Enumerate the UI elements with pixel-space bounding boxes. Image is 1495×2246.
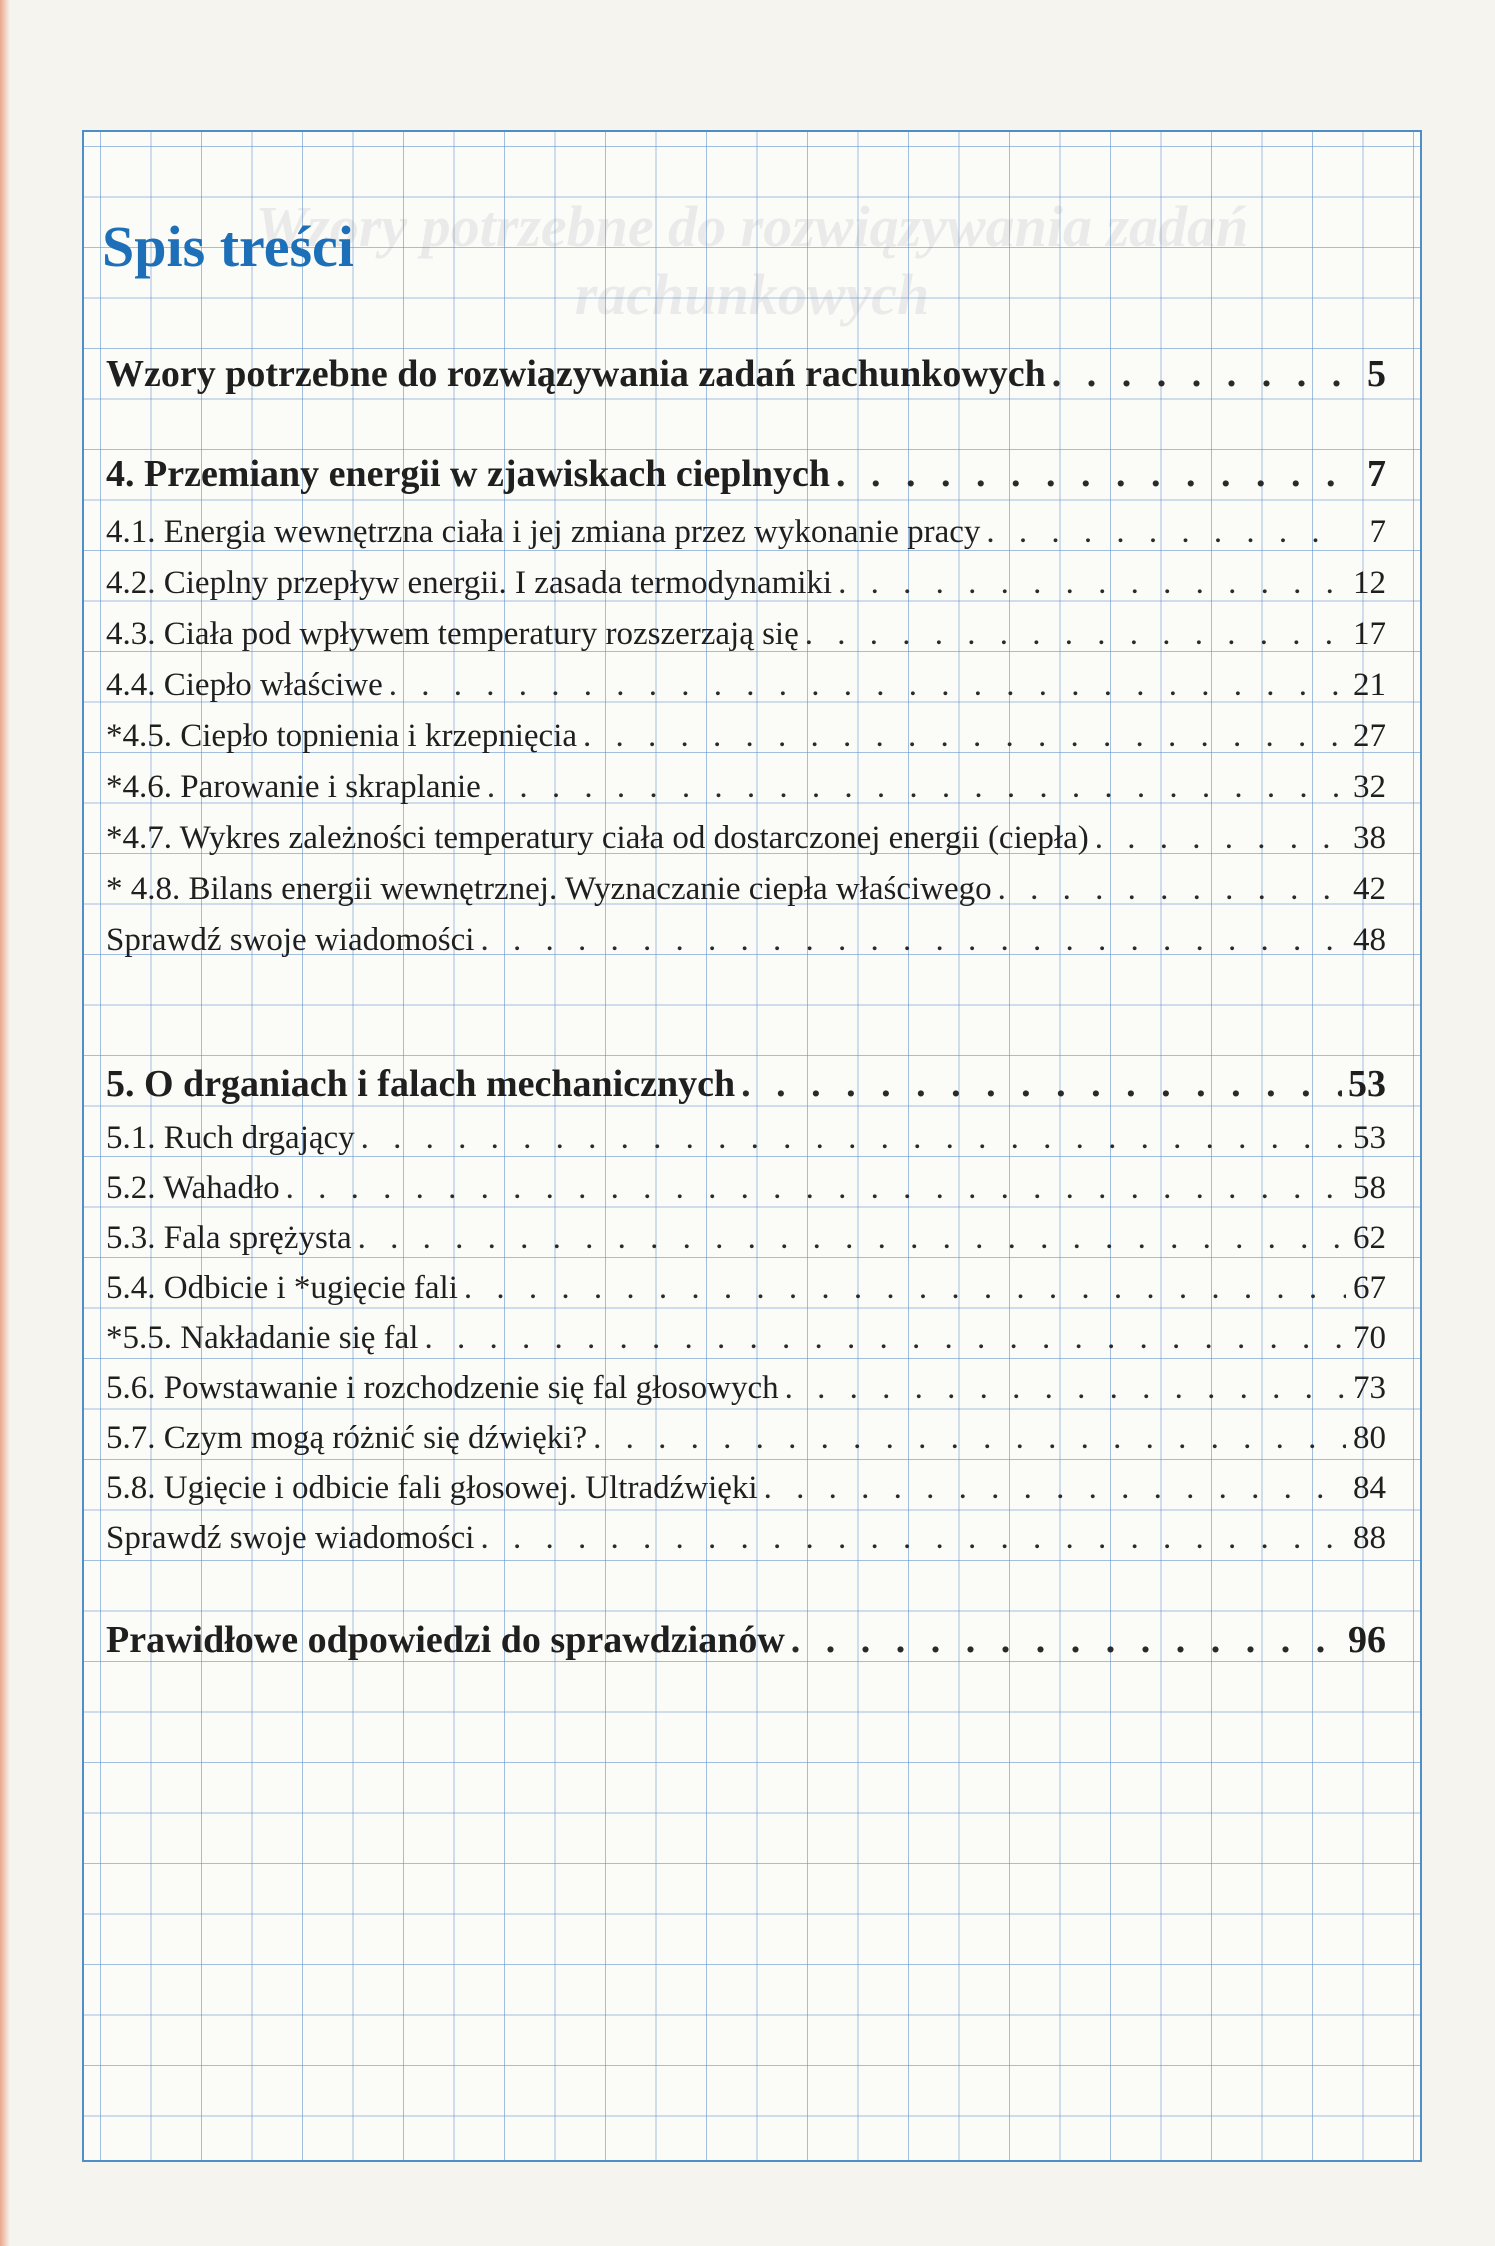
leader-dots [998, 867, 1346, 911]
toc-entry-page: 67 [1353, 1270, 1386, 1306]
leader-dots [480, 1516, 1346, 1560]
toc-section-4-4[interactable] [106, 663, 1386, 707]
toc-section-5-7[interactable] [106, 1416, 1386, 1460]
leader-dots [358, 1216, 1346, 1260]
leader-dots [1052, 352, 1346, 396]
toc-entry-label: *4.6. Parowanie i skraplanie [106, 769, 481, 805]
toc-entry-label: *4.5. Ciepło topnienia i krzepnięcia [106, 718, 578, 754]
leader-dots [838, 561, 1346, 605]
toc-entry-label: Wzory potrzebne do rozwiązywania zadań rachunkowych [106, 353, 1046, 395]
toc-entry-page: 53 [1353, 1120, 1386, 1156]
ghost-heading-line-2: rachunkowych [574, 262, 930, 327]
toc-section-4-8[interactable] [106, 867, 1386, 911]
toc-section-5-3[interactable] [106, 1216, 1386, 1260]
toc-entry-label: 4.4. Ciepło właściwe [106, 667, 383, 703]
toc-entry-page: 42 [1353, 871, 1386, 907]
toc-entry-page: 58 [1353, 1170, 1386, 1206]
leader-dots [480, 918, 1346, 962]
toc-section-4-5[interactable] [106, 714, 1386, 758]
toc-answers[interactable] [106, 1618, 1386, 1662]
toc-entry-label: 5.1. Ruch drgający [106, 1120, 355, 1156]
toc-entry-label: 4.3. Ciała pod wpływem temperatury rozszerzają się [106, 616, 799, 652]
leader-dots [389, 663, 1346, 707]
toc-entry-page: 70 [1353, 1320, 1386, 1356]
leader-dots [487, 765, 1346, 809]
toc-section-4-1[interactable] [106, 510, 1386, 554]
toc-section-4-6[interactable] [106, 765, 1386, 809]
toc-entry-page: 73 [1353, 1370, 1386, 1406]
toc-chapter-4[interactable] [106, 452, 1386, 496]
toc-section-4-3[interactable] [106, 612, 1386, 656]
toc-entry-label: 5.6. Powstawanie i rozchodzenie się fal głosowych [106, 1370, 779, 1406]
toc-entry-page: 7 [1367, 453, 1386, 495]
toc-entry-label: * 4.8. Bilans energii wewnętrznej. Wyznaczanie ciepła właściwego [106, 871, 992, 907]
leader-dots [836, 452, 1346, 496]
toc-entry-page: 21 [1353, 667, 1386, 703]
toc-entry-page: 80 [1353, 1420, 1386, 1456]
leader-dots [741, 1062, 1342, 1106]
toc-entry-page: 84 [1353, 1470, 1386, 1506]
leader-dots [593, 1416, 1346, 1460]
toc-entry-label: Prawidłowe odpowiedzi do sprawdzianów [106, 1619, 785, 1661]
toc-section-5-1[interactable] [106, 1116, 1386, 1160]
toc-entry-label: *5.5. Nakładanie się fal [106, 1320, 419, 1356]
toc-entry-page: 32 [1353, 769, 1386, 805]
toc-entry-page: 48 [1353, 922, 1386, 958]
toc-chapter-5[interactable] [106, 1062, 1386, 1106]
toc-review-5[interactable] [106, 1516, 1386, 1560]
toc-entry-label: 5. O drganiach i falach mechanicznych [106, 1063, 736, 1105]
toc-entry-page: 12 [1353, 565, 1386, 601]
leader-dots [464, 1266, 1346, 1310]
ghost-heading-line-1: Wzory potrzebne do rozwiązywania zadań [255, 194, 1249, 259]
leader-dots [791, 1618, 1342, 1662]
toc-entry-page: 53 [1348, 1063, 1386, 1105]
toc-section-4-7[interactable] [106, 816, 1386, 860]
leader-dots [764, 1466, 1346, 1510]
toc-entry-label: 5.7. Czym mogą różnić się dźwięki? [106, 1420, 588, 1456]
leader-dots [986, 510, 1346, 554]
toc-entry-page: 88 [1353, 1520, 1386, 1556]
toc-entry-page: 5 [1367, 353, 1386, 395]
toc-entry-label: 5.8. Ugięcie i odbicie fali głosowej. Ultradźwięki [106, 1470, 758, 1506]
toc-section-5-8[interactable] [106, 1466, 1386, 1510]
toc-review-4[interactable] [106, 918, 1386, 962]
toc-section-5-2[interactable] [106, 1166, 1386, 1210]
toc-entry-formulas[interactable] [106, 352, 1386, 396]
toc-entry-label: 5.2. Wahadło [106, 1170, 280, 1206]
toc-entry-label: 4. Przemiany energii w zjawiskach cieplnych [106, 453, 831, 495]
page-title: Spis treści [102, 214, 354, 279]
leader-dots [1095, 816, 1346, 860]
toc-entry-label: Sprawdź swoje wiadomości [106, 1520, 475, 1556]
toc-entry-page: 38 [1353, 820, 1386, 856]
toc-section-5-6[interactable] [106, 1366, 1386, 1410]
toc-entry-label: 5.3. Fala sprężysta [106, 1220, 352, 1256]
page-edge [0, 0, 10, 2246]
toc-entry-page: 17 [1353, 616, 1386, 652]
leader-dots [286, 1166, 1346, 1210]
toc-entry-page: 7 [1369, 514, 1386, 550]
toc-entry-page: 27 [1353, 718, 1386, 754]
toc-section-4-2[interactable] [106, 561, 1386, 605]
toc-entry-label: 4.2. Cieplny przepływ energii. I zasada termodynamiki [106, 565, 833, 601]
leader-dots [424, 1316, 1346, 1360]
leader-dots [583, 714, 1346, 758]
toc-section-5-5[interactable] [106, 1316, 1386, 1360]
leader-dots [361, 1116, 1346, 1160]
toc-entry-label: Sprawdź swoje wiadomości [106, 922, 475, 958]
toc-entry-label: 5.4. Odbicie i *ugięcie fali [106, 1270, 458, 1306]
toc-entry-page: 62 [1353, 1220, 1386, 1256]
toc-section-5-4[interactable] [106, 1266, 1386, 1310]
toc-entry-label: *4.7. Wykres zależności temperatury ciała od dostarczonej energii (ciepła) [106, 820, 1089, 856]
leader-dots [785, 1366, 1346, 1410]
toc-entry-page: 96 [1348, 1619, 1386, 1661]
toc-entry-label: 4.1. Energia wewnętrzna ciała i jej zmiana przez wykonanie pracy [106, 514, 981, 550]
leader-dots [805, 612, 1346, 656]
